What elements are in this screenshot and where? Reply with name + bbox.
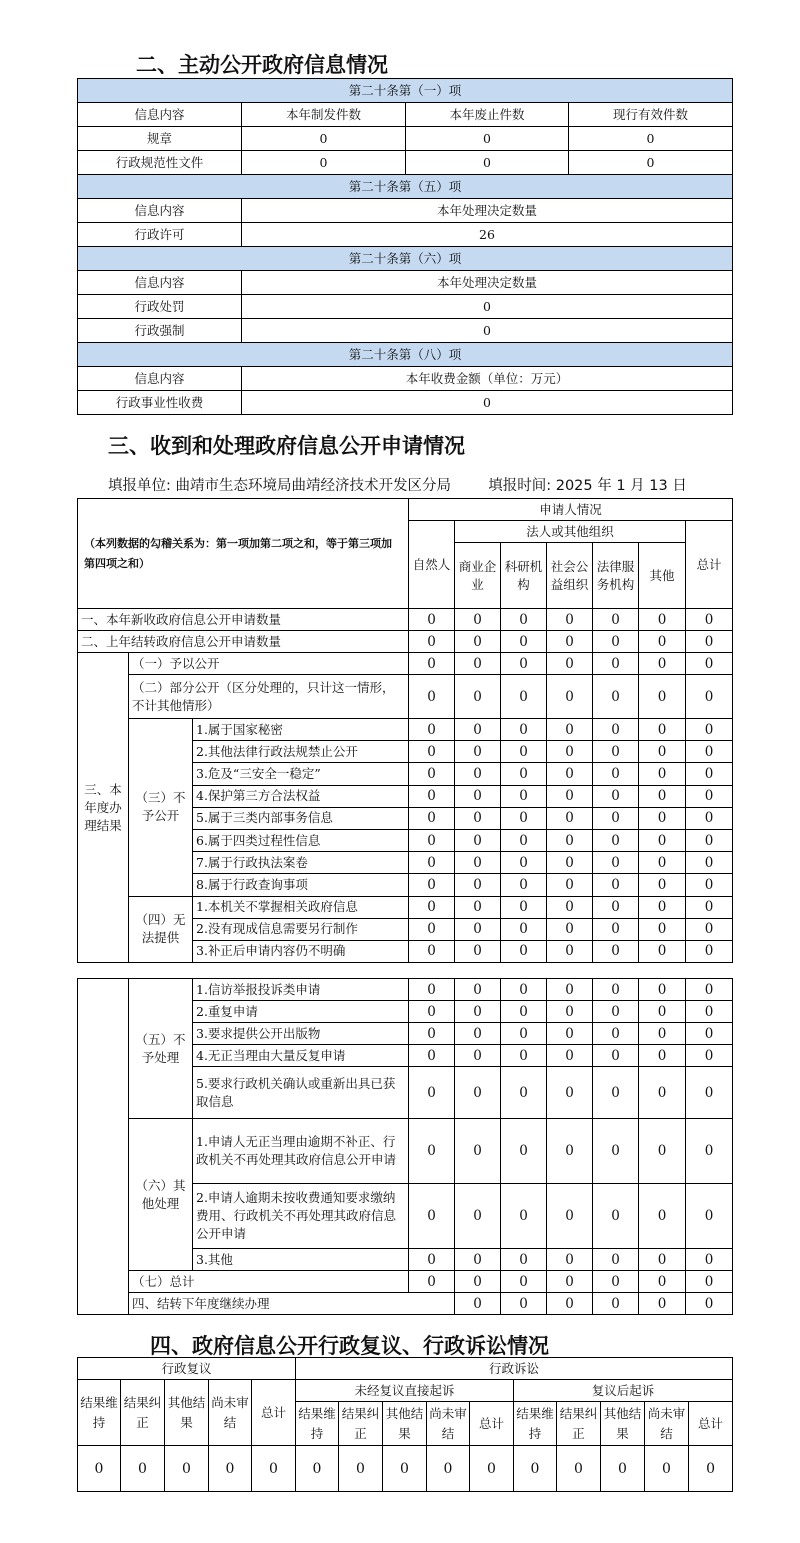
band-item-5: 第二十条第（五）项 xyxy=(78,175,733,199)
header-decision-count: 本年处理决定数量 xyxy=(242,271,733,295)
value-cell: 0 xyxy=(686,807,733,829)
value-cell: 0 xyxy=(547,675,593,719)
value-cell: 0 xyxy=(601,1446,645,1492)
row-value: 0 xyxy=(406,127,569,151)
value-cell: 0 xyxy=(547,1001,593,1023)
value-cell: 0 xyxy=(686,940,733,962)
band-item-1: 第二十条第（一）项 xyxy=(78,79,733,103)
value-cell: 0 xyxy=(455,918,501,940)
value-cell: 0 xyxy=(296,1446,339,1492)
header-fee-amount: 本年收费金额（单位：万元） xyxy=(242,367,733,391)
admin-review-header: 行政复议 xyxy=(78,1358,296,1380)
value-cell: 0 xyxy=(455,1271,501,1293)
value-cell: 0 xyxy=(639,829,686,851)
value-cell: 0 xyxy=(547,719,593,741)
value-cell: 0 xyxy=(593,1184,639,1249)
after-col-2: 结果纠正 xyxy=(557,1402,601,1446)
value-cell: 0 xyxy=(639,1045,686,1067)
value-cell: 0 xyxy=(686,1001,733,1023)
value-cell: 0 xyxy=(639,874,686,896)
value-cell: 0 xyxy=(409,675,455,719)
after-review-header: 复议后起诉 xyxy=(514,1380,733,1402)
value-cell: 0 xyxy=(409,896,455,918)
value-cell: 0 xyxy=(455,1293,501,1315)
value-cell: 0 xyxy=(639,852,686,874)
value-cell: 0 xyxy=(501,653,547,675)
row-value-enforcement: 0 xyxy=(242,319,733,343)
value-cell: 0 xyxy=(547,896,593,918)
value-cell: 0 xyxy=(639,1293,686,1315)
after-col-1: 结果维持 xyxy=(514,1402,557,1446)
header-info-content: 信息内容 xyxy=(78,199,242,223)
value-cell: 0 xyxy=(593,609,639,631)
value-cell: 0 xyxy=(409,979,455,1001)
value-cell: 0 xyxy=(686,1249,733,1271)
col-org-3: 社会公益组织 xyxy=(547,543,593,609)
value-cell: 0 xyxy=(455,940,501,962)
value-cell: 0 xyxy=(593,874,639,896)
row-value-penalty: 0 xyxy=(242,295,733,319)
row-no-process-item: 5.要求行政机关确认或重新出具已获取信息 xyxy=(193,1067,409,1119)
value-cell: 0 xyxy=(593,653,639,675)
value-cell: 0 xyxy=(547,940,593,962)
value-cell: 0 xyxy=(409,763,455,785)
value-cell: 0 xyxy=(252,1446,296,1492)
value-cell: 0 xyxy=(639,719,686,741)
value-cell: 0 xyxy=(409,1249,455,1271)
value-cell: 0 xyxy=(501,763,547,785)
value-cell: 0 xyxy=(455,852,501,874)
header-col-2: 本年制发件数 xyxy=(242,103,406,127)
value-cell: 0 xyxy=(547,918,593,940)
value-cell: 0 xyxy=(686,785,733,807)
value-cell: 0 xyxy=(501,1023,547,1045)
value-cell: 0 xyxy=(593,1293,639,1315)
review-col-1: 结果维持 xyxy=(78,1380,121,1446)
value-cell: 0 xyxy=(78,1446,121,1492)
value-cell: 0 xyxy=(409,874,455,896)
row-not-public-item: 5.属于三类内部事务信息 xyxy=(193,807,409,829)
fill-time: 填报时间: 2025 年 1 月 13 日 xyxy=(488,478,687,494)
row-not-public-item: 7.属于行政执法案卷 xyxy=(193,852,409,874)
header-decision-count: 本年处理决定数量 xyxy=(242,199,733,223)
value-cell: 0 xyxy=(409,1271,455,1293)
value-cell: 0 xyxy=(639,653,686,675)
value-cell: 0 xyxy=(639,785,686,807)
value-cell: 0 xyxy=(686,653,733,675)
value-cell: 0 xyxy=(501,979,547,1001)
row-value: 0 xyxy=(569,127,733,151)
header-col-3: 本年废止件数 xyxy=(406,103,569,127)
value-cell: 0 xyxy=(501,675,547,719)
value-cell: 0 xyxy=(514,1446,557,1492)
value-cell: 0 xyxy=(593,763,639,785)
header-info-content: 信息内容 xyxy=(78,271,242,295)
value-cell: 0 xyxy=(547,653,593,675)
value-cell: 0 xyxy=(455,1001,501,1023)
value-cell: 0 xyxy=(455,741,501,763)
row-unable-item: 1.本机关不掌握相关政府信息 xyxy=(193,896,409,918)
value-cell: 0 xyxy=(686,829,733,851)
group-results-continued xyxy=(78,979,129,1315)
value-cell: 0 xyxy=(409,1023,455,1045)
fill-info-line xyxy=(108,474,687,495)
row-value-fee: 0 xyxy=(242,391,733,415)
row-not-public-item: 1.属于国家秘密 xyxy=(193,719,409,741)
value-cell: 0 xyxy=(455,1045,501,1067)
value-cell: 0 xyxy=(501,1045,547,1067)
value-cell: 0 xyxy=(547,829,593,851)
value-cell: 0 xyxy=(593,1119,639,1184)
value-cell: 0 xyxy=(639,979,686,1001)
value-cell: 0 xyxy=(409,852,455,874)
value-cell: 0 xyxy=(593,896,639,918)
value-cell: 0 xyxy=(501,874,547,896)
value-cell: 0 xyxy=(409,1119,455,1184)
value-cell: 0 xyxy=(639,631,686,653)
value-cell: 0 xyxy=(455,1249,501,1271)
direct-col-4: 尚未审结 xyxy=(427,1402,470,1446)
value-cell: 0 xyxy=(547,741,593,763)
value-cell: 0 xyxy=(409,1045,455,1067)
value-cell: 0 xyxy=(409,741,455,763)
application-table-part1 xyxy=(77,498,733,963)
value-cell: 0 xyxy=(686,675,733,719)
value-cell: 0 xyxy=(455,1023,501,1045)
value-cell: 0 xyxy=(409,940,455,962)
band-item-6: 第二十条第（六）项 xyxy=(78,247,733,271)
value-cell: 0 xyxy=(686,918,733,940)
value-cell: 0 xyxy=(686,1045,733,1067)
row-partial-public: （二）部分公开（区分处理的，只计这一情形，不计其他情形） xyxy=(129,675,409,719)
after-col-5: 总计 xyxy=(689,1402,733,1446)
value-cell: 0 xyxy=(409,807,455,829)
col-org-4: 法律服务机构 xyxy=(593,543,639,609)
after-col-4: 尚未审结 xyxy=(645,1402,689,1446)
row-label-license: 行政许可 xyxy=(78,223,242,247)
value-cell: 0 xyxy=(409,719,455,741)
value-cell: 0 xyxy=(593,741,639,763)
value-cell: 0 xyxy=(593,852,639,874)
value-cell: 0 xyxy=(639,1001,686,1023)
direct-col-5: 总计 xyxy=(470,1402,514,1446)
value-cell: 0 xyxy=(547,979,593,1001)
row-other-item: 3.其他 xyxy=(193,1249,409,1271)
value-cell: 0 xyxy=(686,1023,733,1045)
value-cell: 0 xyxy=(593,1249,639,1271)
value-cell: 0 xyxy=(501,896,547,918)
value-cell: 0 xyxy=(593,675,639,719)
value-cell: 0 xyxy=(593,1067,639,1119)
value-cell: 0 xyxy=(645,1446,689,1492)
value-cell: 0 xyxy=(593,829,639,851)
value-cell: 0 xyxy=(547,1119,593,1184)
reconciliation-note: （本列数据的勾稽关系为：第一项加第二项之和，等于第三项加第四项之和） xyxy=(78,499,409,609)
value-cell: 0 xyxy=(501,1001,547,1023)
value-cell: 0 xyxy=(547,609,593,631)
value-cell: 0 xyxy=(547,807,593,829)
value-cell: 0 xyxy=(455,609,501,631)
value-cell: 0 xyxy=(686,852,733,874)
value-cell: 0 xyxy=(455,1067,501,1119)
header-col-1: 信息内容 xyxy=(78,103,242,127)
section3-heading: 三、收到和处理政府信息公开申请情况 xyxy=(108,434,465,458)
row-label: 行政规范性文件 xyxy=(78,151,242,175)
header-info-content: 信息内容 xyxy=(78,367,242,391)
row-other-item: 2.申请人逾期未按收费通知要求缴纳费用、行政机关不再处理其政府信息公开申请 xyxy=(193,1184,409,1249)
value-cell: 0 xyxy=(547,1271,593,1293)
value-cell: 0 xyxy=(409,1001,455,1023)
value-cell: 0 xyxy=(455,785,501,807)
value-cell: 0 xyxy=(470,1446,514,1492)
row-not-public-item: 4.保护第三方合法权益 xyxy=(193,785,409,807)
value-cell: 0 xyxy=(547,631,593,653)
review-col-2: 结果纠正 xyxy=(121,1380,165,1446)
group-no-process: （五）不予处理 xyxy=(129,979,193,1119)
value-cell: 0 xyxy=(686,719,733,741)
value-cell: 0 xyxy=(455,1184,501,1249)
value-cell: 0 xyxy=(639,896,686,918)
review-col-4: 尚未审结 xyxy=(209,1380,252,1446)
value-cell: 0 xyxy=(689,1446,733,1492)
value-cell: 0 xyxy=(593,1271,639,1293)
value-cell: 0 xyxy=(593,940,639,962)
value-cell: 0 xyxy=(455,653,501,675)
value-cell: 0 xyxy=(501,1293,547,1315)
header-col-4: 现行有效件数 xyxy=(569,103,733,127)
value-cell: 0 xyxy=(593,785,639,807)
value-cell: 0 xyxy=(547,874,593,896)
value-cell: 0 xyxy=(639,1067,686,1119)
value-cell: 0 xyxy=(639,1249,686,1271)
value-cell: 0 xyxy=(501,609,547,631)
value-cell: 0 xyxy=(639,763,686,785)
value-cell: 0 xyxy=(409,785,455,807)
row-no-process-item: 2.重复申请 xyxy=(193,1001,409,1023)
value-cell: 0 xyxy=(686,1184,733,1249)
value-cell: 0 xyxy=(501,1249,547,1271)
col-natural-person: 自然人 xyxy=(409,521,455,609)
row-not-public-item: 2.其他法律行政法规禁止公开 xyxy=(193,741,409,763)
after-col-3: 其他结果 xyxy=(601,1402,645,1446)
value-cell: 0 xyxy=(455,675,501,719)
value-cell: 0 xyxy=(209,1446,252,1492)
value-cell: 0 xyxy=(409,609,455,631)
value-cell: 0 xyxy=(501,852,547,874)
direct-col-2: 结果纠正 xyxy=(339,1402,383,1446)
applicant-header: 申请人情况 xyxy=(409,499,733,521)
value-cell: 0 xyxy=(455,719,501,741)
value-cell: 0 xyxy=(339,1446,383,1492)
value-cell: 0 xyxy=(639,1119,686,1184)
value-cell: 0 xyxy=(501,940,547,962)
value-cell: 0 xyxy=(501,719,547,741)
row-value: 0 xyxy=(242,151,406,175)
row-no-process-item: 1.信访举报投诉类申请 xyxy=(193,979,409,1001)
value-cell: 0 xyxy=(455,829,501,851)
value-cell: 0 xyxy=(547,1045,593,1067)
value-cell: 0 xyxy=(686,741,733,763)
value-cell: 0 xyxy=(455,896,501,918)
value-cell: 0 xyxy=(455,631,501,653)
value-cell: 0 xyxy=(501,829,547,851)
value-cell: 0 xyxy=(593,719,639,741)
section4-heading: 四、政府信息公开行政复议、行政诉讼情况 xyxy=(150,1334,549,1358)
row-not-public-item: 8.属于行政查询事项 xyxy=(193,874,409,896)
direct-col-3: 其他结果 xyxy=(383,1402,427,1446)
review-litigation-table xyxy=(77,1357,733,1492)
value-cell: 0 xyxy=(547,1067,593,1119)
value-cell: 0 xyxy=(639,675,686,719)
value-cell: 0 xyxy=(455,979,501,1001)
review-col-3: 其他结果 xyxy=(165,1380,209,1446)
col-total: 总计 xyxy=(686,521,733,609)
active-disclosure-table xyxy=(77,78,733,415)
value-cell: 0 xyxy=(686,1271,733,1293)
row-other-item: 1.申请人无正当理由逾期不补正、行政机关不再处理其政府信息公开申请 xyxy=(193,1119,409,1184)
value-cell: 0 xyxy=(557,1446,601,1492)
value-cell: 0 xyxy=(593,979,639,1001)
row-not-public-item: 6.属于四类过程性信息 xyxy=(193,829,409,851)
value-cell: 0 xyxy=(547,852,593,874)
application-table-part2 xyxy=(77,978,733,1315)
fill-unit: 填报单位: 曲靖市生态环境局曲靖经济技术开发区分局 xyxy=(108,478,451,494)
col-org-2: 科研机构 xyxy=(501,543,547,609)
value-cell: 0 xyxy=(455,763,501,785)
value-cell: 0 xyxy=(455,807,501,829)
band-item-8: 第二十条第（八）项 xyxy=(78,343,733,367)
value-cell: 0 xyxy=(686,896,733,918)
value-cell: 0 xyxy=(455,1119,501,1184)
value-cell: 0 xyxy=(547,1249,593,1271)
row-label-penalty: 行政处罚 xyxy=(78,295,242,319)
direct-col-1: 结果维持 xyxy=(296,1402,339,1446)
row-label: 规章 xyxy=(78,127,242,151)
value-cell: 0 xyxy=(593,631,639,653)
row-value: 0 xyxy=(406,151,569,175)
value-cell: 0 xyxy=(455,874,501,896)
value-cell: 0 xyxy=(547,1023,593,1045)
value-cell: 0 xyxy=(547,1293,593,1315)
value-cell: 0 xyxy=(409,918,455,940)
value-cell: 0 xyxy=(427,1446,470,1492)
group-other-process: （六）其他处理 xyxy=(129,1119,193,1271)
row-new-requests: 一、本年新收政府信息公开申请数量 xyxy=(78,609,409,631)
value-cell: 0 xyxy=(547,785,593,807)
value-cell: 0 xyxy=(686,631,733,653)
value-cell: 0 xyxy=(639,1271,686,1293)
value-cell: 0 xyxy=(501,1119,547,1184)
row-value: 0 xyxy=(569,151,733,175)
row-unable-item: 3.补正后申请内容仍不明确 xyxy=(193,940,409,962)
value-cell: 0 xyxy=(501,741,547,763)
value-cell: 0 xyxy=(686,609,733,631)
row-carried-requests: 二、上年结转政府信息公开申请数量 xyxy=(78,631,409,653)
value-cell: 0 xyxy=(409,1067,455,1119)
row-not-public-item: 3.危及“三安全一稳定” xyxy=(193,763,409,785)
value-cell: 0 xyxy=(686,1293,733,1315)
value-cell: 0 xyxy=(501,1271,547,1293)
value-cell: 0 xyxy=(639,609,686,631)
value-cell: 0 xyxy=(639,940,686,962)
value-cell: 0 xyxy=(593,807,639,829)
group-unable-provide: （四）无法提供 xyxy=(129,896,193,963)
legal-org-header: 法人或其他组织 xyxy=(455,521,686,543)
value-cell: 0 xyxy=(639,1023,686,1045)
section2-heading: 二、主动公开政府信息情况 xyxy=(136,53,388,77)
value-cell: 0 xyxy=(593,918,639,940)
value-cell: 0 xyxy=(593,1045,639,1067)
value-cell: 0 xyxy=(501,1067,547,1119)
value-cell: 0 xyxy=(686,979,733,1001)
value-cell: 0 xyxy=(409,653,455,675)
value-cell: 0 xyxy=(409,1184,455,1249)
direct-suit-header: 未经复议直接起诉 xyxy=(296,1380,514,1402)
row-no-process-item: 4.无正当理由大量反复申请 xyxy=(193,1045,409,1067)
group-not-public: （三）不予公开 xyxy=(129,719,193,897)
value-cell: 0 xyxy=(593,1001,639,1023)
value-cell: 0 xyxy=(501,785,547,807)
row-no-process-item: 3.要求提供公开出版物 xyxy=(193,1023,409,1045)
value-cell: 0 xyxy=(547,1184,593,1249)
review-col-5: 总计 xyxy=(252,1380,296,1446)
value-cell: 0 xyxy=(639,807,686,829)
value-cell: 0 xyxy=(501,631,547,653)
value-cell: 0 xyxy=(639,918,686,940)
value-cell: 0 xyxy=(639,741,686,763)
row-subtotal: （七）总计 xyxy=(129,1271,409,1293)
value-cell: 0 xyxy=(686,1067,733,1119)
group-results-year: 三、本年度办理结果 xyxy=(78,653,129,963)
value-cell: 0 xyxy=(501,807,547,829)
row-carry-next-year: 四、结转下年度继续办理 xyxy=(129,1293,455,1315)
value-cell: 0 xyxy=(547,763,593,785)
row-unable-item: 2.没有现成信息需要另行制作 xyxy=(193,918,409,940)
value-cell: 0 xyxy=(686,874,733,896)
value-cell: 0 xyxy=(686,763,733,785)
row-public: （一）予以公开 xyxy=(129,653,409,675)
row-label-enforcement: 行政强制 xyxy=(78,319,242,343)
admin-litigation-header: 行政诉讼 xyxy=(296,1358,733,1380)
col-org-1: 商业企业 xyxy=(455,543,501,609)
value-cell: 0 xyxy=(593,1023,639,1045)
value-cell: 0 xyxy=(501,1184,547,1249)
row-label-fee: 行政事业性收费 xyxy=(78,391,242,415)
col-org-5: 其他 xyxy=(639,543,686,609)
row-value-license: 26 xyxy=(242,223,733,247)
value-cell: 0 xyxy=(409,829,455,851)
value-cell: 0 xyxy=(383,1446,427,1492)
value-cell: 0 xyxy=(121,1446,165,1492)
row-value: 0 xyxy=(242,127,406,151)
value-cell: 0 xyxy=(501,918,547,940)
value-cell: 0 xyxy=(639,1184,686,1249)
value-cell: 0 xyxy=(409,631,455,653)
value-cell: 0 xyxy=(165,1446,209,1492)
value-cell: 0 xyxy=(686,1119,733,1184)
